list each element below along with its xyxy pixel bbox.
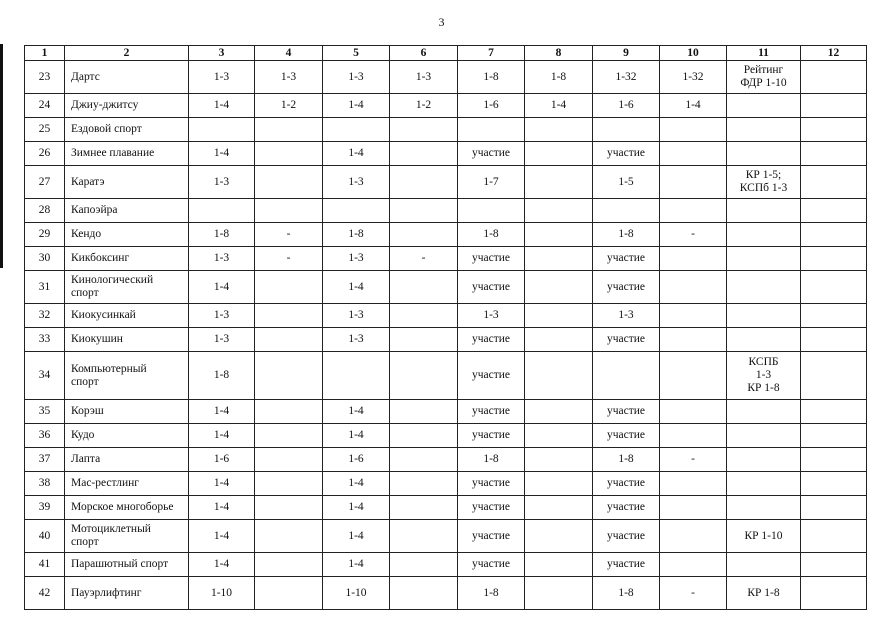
table-row xyxy=(25,448,867,472)
value-cell xyxy=(525,142,593,166)
margin-bar xyxy=(0,44,3,268)
value-cell xyxy=(525,166,593,199)
header-cell: 6 xyxy=(390,46,458,61)
value-cell xyxy=(660,496,727,520)
sport-name-cell: Зимнее плавание xyxy=(65,142,189,166)
value-cell xyxy=(727,328,801,352)
table-row xyxy=(25,400,867,424)
table-row xyxy=(25,199,867,223)
value-cell: 1-4 xyxy=(189,472,255,496)
value-cell: 1-4 xyxy=(323,472,390,496)
value-cell xyxy=(660,304,727,328)
value-cell: 1-3 xyxy=(189,247,255,271)
row-number-cell: 28 xyxy=(25,199,65,223)
table-row xyxy=(25,328,867,352)
value-cell xyxy=(525,352,593,400)
value-cell xyxy=(189,199,255,223)
value-cell xyxy=(801,271,867,304)
row-number-cell: 38 xyxy=(25,472,65,496)
value-cell: 1-3 xyxy=(323,328,390,352)
table-row xyxy=(25,553,867,577)
value-cell: 1-3 xyxy=(189,304,255,328)
value-cell xyxy=(801,577,867,610)
value-cell xyxy=(727,304,801,328)
value-cell: 1-4 xyxy=(189,94,255,118)
value-cell xyxy=(801,400,867,424)
value-cell xyxy=(801,553,867,577)
value-cell: участие xyxy=(458,400,525,424)
value-cell xyxy=(323,118,390,142)
value-cell: участие xyxy=(458,271,525,304)
header-cell: 1 xyxy=(25,46,65,61)
value-cell xyxy=(255,271,323,304)
row-number-cell: 27 xyxy=(25,166,65,199)
value-cell xyxy=(390,118,458,142)
value-cell xyxy=(255,577,323,610)
value-cell xyxy=(390,271,458,304)
value-cell xyxy=(458,199,525,223)
value-cell: КР 1-10 xyxy=(727,520,801,553)
value-cell: 1-32 xyxy=(593,61,660,94)
value-cell: 1-4 xyxy=(660,94,727,118)
table-body xyxy=(25,61,867,610)
sport-name-cell: Джиу-джитсу xyxy=(65,94,189,118)
sport-name-cell: Киокушин xyxy=(65,328,189,352)
value-cell: 1-6 xyxy=(593,94,660,118)
value-cell xyxy=(323,199,390,223)
value-cell xyxy=(801,118,867,142)
table-row xyxy=(25,271,867,304)
value-cell: участие xyxy=(593,400,660,424)
value-cell: 1-4 xyxy=(323,520,390,553)
value-cell: 1-8 xyxy=(593,448,660,472)
value-cell xyxy=(255,118,323,142)
value-cell xyxy=(660,199,727,223)
value-cell: участие xyxy=(593,472,660,496)
value-cell: 1-8 xyxy=(458,223,525,247)
table-row xyxy=(25,118,867,142)
value-cell: - xyxy=(660,448,727,472)
value-cell: 1-4 xyxy=(323,424,390,448)
sport-name-cell: Дартс xyxy=(65,61,189,94)
value-cell: Рейтинг ФДР 1-10 xyxy=(727,61,801,94)
value-cell: участие xyxy=(458,142,525,166)
value-cell xyxy=(255,328,323,352)
value-cell: участие xyxy=(593,247,660,271)
table-row xyxy=(25,520,867,553)
value-cell: 1-10 xyxy=(189,577,255,610)
row-number-cell: 30 xyxy=(25,247,65,271)
value-cell xyxy=(727,424,801,448)
table-row xyxy=(25,577,867,610)
header-cell: 7 xyxy=(458,46,525,61)
sport-name-cell: Мас-рестлинг xyxy=(65,472,189,496)
value-cell xyxy=(801,424,867,448)
value-cell xyxy=(727,400,801,424)
value-cell xyxy=(727,448,801,472)
value-cell xyxy=(458,118,525,142)
value-cell xyxy=(660,118,727,142)
value-cell: 1-4 xyxy=(323,94,390,118)
value-cell: 1-8 xyxy=(458,448,525,472)
value-cell xyxy=(255,448,323,472)
sport-name-cell: Компьютерный спорт xyxy=(65,352,189,400)
value-cell xyxy=(801,520,867,553)
value-cell: участие xyxy=(593,496,660,520)
value-cell xyxy=(593,118,660,142)
value-cell: 1-4 xyxy=(189,142,255,166)
value-cell: 1-3 xyxy=(390,61,458,94)
value-cell xyxy=(660,400,727,424)
value-cell xyxy=(525,472,593,496)
value-cell: - xyxy=(255,247,323,271)
row-number-cell: 32 xyxy=(25,304,65,328)
row-number-cell: 36 xyxy=(25,424,65,448)
row-number-cell: 40 xyxy=(25,520,65,553)
value-cell: - xyxy=(255,223,323,247)
value-cell xyxy=(660,553,727,577)
row-number-cell: 23 xyxy=(25,61,65,94)
value-cell xyxy=(525,304,593,328)
value-cell xyxy=(390,166,458,199)
value-cell: 1-2 xyxy=(390,94,458,118)
value-cell xyxy=(727,118,801,142)
value-cell xyxy=(660,520,727,553)
value-cell xyxy=(660,424,727,448)
value-cell: участие xyxy=(458,424,525,448)
value-cell: КСПБ 1-3 КР 1-8 xyxy=(727,352,801,400)
value-cell: 1-4 xyxy=(189,520,255,553)
value-cell xyxy=(390,304,458,328)
value-cell: 1-3 xyxy=(593,304,660,328)
row-number-cell: 24 xyxy=(25,94,65,118)
value-cell: участие xyxy=(593,520,660,553)
header-cell: 10 xyxy=(660,46,727,61)
value-cell xyxy=(390,577,458,610)
value-cell xyxy=(801,223,867,247)
value-cell: 1-8 xyxy=(323,223,390,247)
value-cell: 1-4 xyxy=(189,424,255,448)
value-cell: 1-2 xyxy=(255,94,323,118)
table-row xyxy=(25,496,867,520)
value-cell: 1-3 xyxy=(323,61,390,94)
row-number-cell: 42 xyxy=(25,577,65,610)
value-cell xyxy=(525,118,593,142)
table-row xyxy=(25,94,867,118)
value-cell xyxy=(255,424,323,448)
value-cell: 1-4 xyxy=(323,553,390,577)
value-cell: 1-7 xyxy=(458,166,525,199)
row-number-cell: 41 xyxy=(25,553,65,577)
value-cell xyxy=(390,199,458,223)
value-cell: 1-4 xyxy=(323,142,390,166)
value-cell xyxy=(801,496,867,520)
sport-name-cell: Кинологический спорт xyxy=(65,271,189,304)
value-cell xyxy=(525,520,593,553)
table-row xyxy=(25,424,867,448)
sport-name-cell: Лапта xyxy=(65,448,189,472)
value-cell: участие xyxy=(593,424,660,448)
header-cell: 4 xyxy=(255,46,323,61)
header-cell: 8 xyxy=(525,46,593,61)
value-cell xyxy=(525,448,593,472)
value-cell xyxy=(801,352,867,400)
value-cell xyxy=(390,424,458,448)
value-cell xyxy=(660,328,727,352)
sport-name-cell: Капоэйра xyxy=(65,199,189,223)
sport-name-cell: Пауэрлифтинг xyxy=(65,577,189,610)
value-cell xyxy=(525,496,593,520)
sport-name-cell: Каратэ xyxy=(65,166,189,199)
value-cell: 1-3 xyxy=(323,166,390,199)
value-cell: участие xyxy=(458,520,525,553)
value-cell: 1-4 xyxy=(189,496,255,520)
value-cell: участие xyxy=(458,352,525,400)
value-cell xyxy=(727,472,801,496)
value-cell: участие xyxy=(593,328,660,352)
value-cell: участие xyxy=(458,496,525,520)
value-cell: 1-3 xyxy=(458,304,525,328)
sport-name-cell: Морское многоборье xyxy=(65,496,189,520)
value-cell: КР 1-8 xyxy=(727,577,801,610)
value-cell: 1-8 xyxy=(458,577,525,610)
value-cell: участие xyxy=(458,553,525,577)
sport-name-cell: Корэш xyxy=(65,400,189,424)
value-cell xyxy=(390,553,458,577)
table-row xyxy=(25,472,867,496)
value-cell: 1-6 xyxy=(323,448,390,472)
value-cell: 1-8 xyxy=(525,61,593,94)
value-cell: - xyxy=(660,223,727,247)
value-cell xyxy=(801,304,867,328)
value-cell: 1-6 xyxy=(189,448,255,472)
value-cell xyxy=(801,94,867,118)
value-cell: участие xyxy=(593,553,660,577)
table-row xyxy=(25,247,867,271)
value-cell xyxy=(390,520,458,553)
page-number: 3 xyxy=(438,15,445,29)
value-cell: участие xyxy=(458,472,525,496)
value-cell: 1-4 xyxy=(323,271,390,304)
value-cell xyxy=(525,328,593,352)
value-cell xyxy=(525,247,593,271)
value-cell: 1-8 xyxy=(458,61,525,94)
value-cell xyxy=(727,199,801,223)
value-cell: 1-3 xyxy=(189,166,255,199)
value-cell xyxy=(323,352,390,400)
table-row xyxy=(25,352,867,400)
sport-name-cell: Кудо xyxy=(65,424,189,448)
value-cell xyxy=(390,223,458,247)
value-cell xyxy=(255,166,323,199)
value-cell xyxy=(801,328,867,352)
value-cell: 1-32 xyxy=(660,61,727,94)
sport-name-cell: Ездовой спорт xyxy=(65,118,189,142)
value-cell xyxy=(593,352,660,400)
value-cell xyxy=(593,199,660,223)
value-cell xyxy=(660,271,727,304)
value-cell: 1-3 xyxy=(255,61,323,94)
value-cell xyxy=(525,199,593,223)
value-cell: 1-3 xyxy=(189,328,255,352)
value-cell: 1-3 xyxy=(189,61,255,94)
table-row xyxy=(25,304,867,328)
row-number-cell: 31 xyxy=(25,271,65,304)
table-row xyxy=(25,223,867,247)
row-number-cell: 35 xyxy=(25,400,65,424)
value-cell xyxy=(255,199,323,223)
value-cell xyxy=(727,553,801,577)
value-cell xyxy=(525,271,593,304)
value-cell: 1-3 xyxy=(323,304,390,328)
value-cell xyxy=(255,400,323,424)
value-cell xyxy=(727,496,801,520)
table-row xyxy=(25,142,867,166)
sport-name-cell: Кендо xyxy=(65,223,189,247)
sports-table xyxy=(24,45,867,610)
value-cell xyxy=(525,223,593,247)
value-cell: 1-4 xyxy=(189,553,255,577)
value-cell xyxy=(801,142,867,166)
sport-name-cell: Кикбоксинг xyxy=(65,247,189,271)
value-cell xyxy=(525,553,593,577)
value-cell xyxy=(801,61,867,94)
value-cell xyxy=(660,352,727,400)
header-cell: 11 xyxy=(727,46,801,61)
value-cell xyxy=(525,400,593,424)
value-cell xyxy=(390,352,458,400)
value-cell: КР 1-5; КСПб 1-3 xyxy=(727,166,801,199)
value-cell: - xyxy=(390,247,458,271)
table-row xyxy=(25,61,867,94)
value-cell: 1-4 xyxy=(525,94,593,118)
value-cell xyxy=(255,142,323,166)
value-cell: 1-4 xyxy=(189,400,255,424)
value-cell xyxy=(390,142,458,166)
row-number-cell: 33 xyxy=(25,328,65,352)
value-cell xyxy=(390,328,458,352)
value-cell: 1-10 xyxy=(323,577,390,610)
value-cell xyxy=(660,166,727,199)
value-cell xyxy=(390,472,458,496)
value-cell xyxy=(390,400,458,424)
value-cell xyxy=(801,199,867,223)
value-cell xyxy=(660,247,727,271)
value-cell: 1-8 xyxy=(593,577,660,610)
row-number-cell: 37 xyxy=(25,448,65,472)
sport-name-cell: Мотоциклетный спорт xyxy=(65,520,189,553)
value-cell xyxy=(390,496,458,520)
value-cell: участие xyxy=(593,271,660,304)
row-number-cell: 34 xyxy=(25,352,65,400)
value-cell: 1-5 xyxy=(593,166,660,199)
value-cell: участие xyxy=(458,328,525,352)
table-row xyxy=(25,166,867,199)
sport-name-cell: Парашютный спорт xyxy=(65,553,189,577)
value-cell: - xyxy=(660,577,727,610)
value-cell xyxy=(727,271,801,304)
value-cell xyxy=(801,247,867,271)
value-cell xyxy=(801,166,867,199)
value-cell xyxy=(727,223,801,247)
row-number-cell: 26 xyxy=(25,142,65,166)
value-cell: 1-8 xyxy=(593,223,660,247)
value-cell xyxy=(255,496,323,520)
value-cell: участие xyxy=(458,247,525,271)
value-cell xyxy=(390,448,458,472)
value-cell: 1-8 xyxy=(189,223,255,247)
value-cell xyxy=(660,472,727,496)
value-cell xyxy=(525,424,593,448)
sport-name-cell: Киокусинкай xyxy=(65,304,189,328)
header-row xyxy=(25,46,867,61)
value-cell xyxy=(255,352,323,400)
value-cell xyxy=(727,142,801,166)
value-cell xyxy=(801,448,867,472)
value-cell xyxy=(727,247,801,271)
value-cell: 1-8 xyxy=(189,352,255,400)
header-cell: 12 xyxy=(801,46,867,61)
value-cell xyxy=(727,94,801,118)
value-cell: 1-4 xyxy=(323,400,390,424)
header-cell: 3 xyxy=(189,46,255,61)
value-cell: участие xyxy=(593,142,660,166)
value-cell xyxy=(801,472,867,496)
header-cell: 2 xyxy=(65,46,189,61)
row-number-cell: 29 xyxy=(25,223,65,247)
value-cell xyxy=(660,142,727,166)
value-cell: 1-6 xyxy=(458,94,525,118)
header-cell: 9 xyxy=(593,46,660,61)
header-cell: 5 xyxy=(323,46,390,61)
value-cell: 1-4 xyxy=(189,271,255,304)
row-number-cell: 25 xyxy=(25,118,65,142)
value-cell xyxy=(255,472,323,496)
value-cell xyxy=(525,577,593,610)
value-cell xyxy=(189,118,255,142)
value-cell: 1-4 xyxy=(323,496,390,520)
value-cell xyxy=(255,553,323,577)
value-cell xyxy=(255,520,323,553)
value-cell xyxy=(255,304,323,328)
row-number-cell: 39 xyxy=(25,496,65,520)
value-cell: 1-3 xyxy=(323,247,390,271)
